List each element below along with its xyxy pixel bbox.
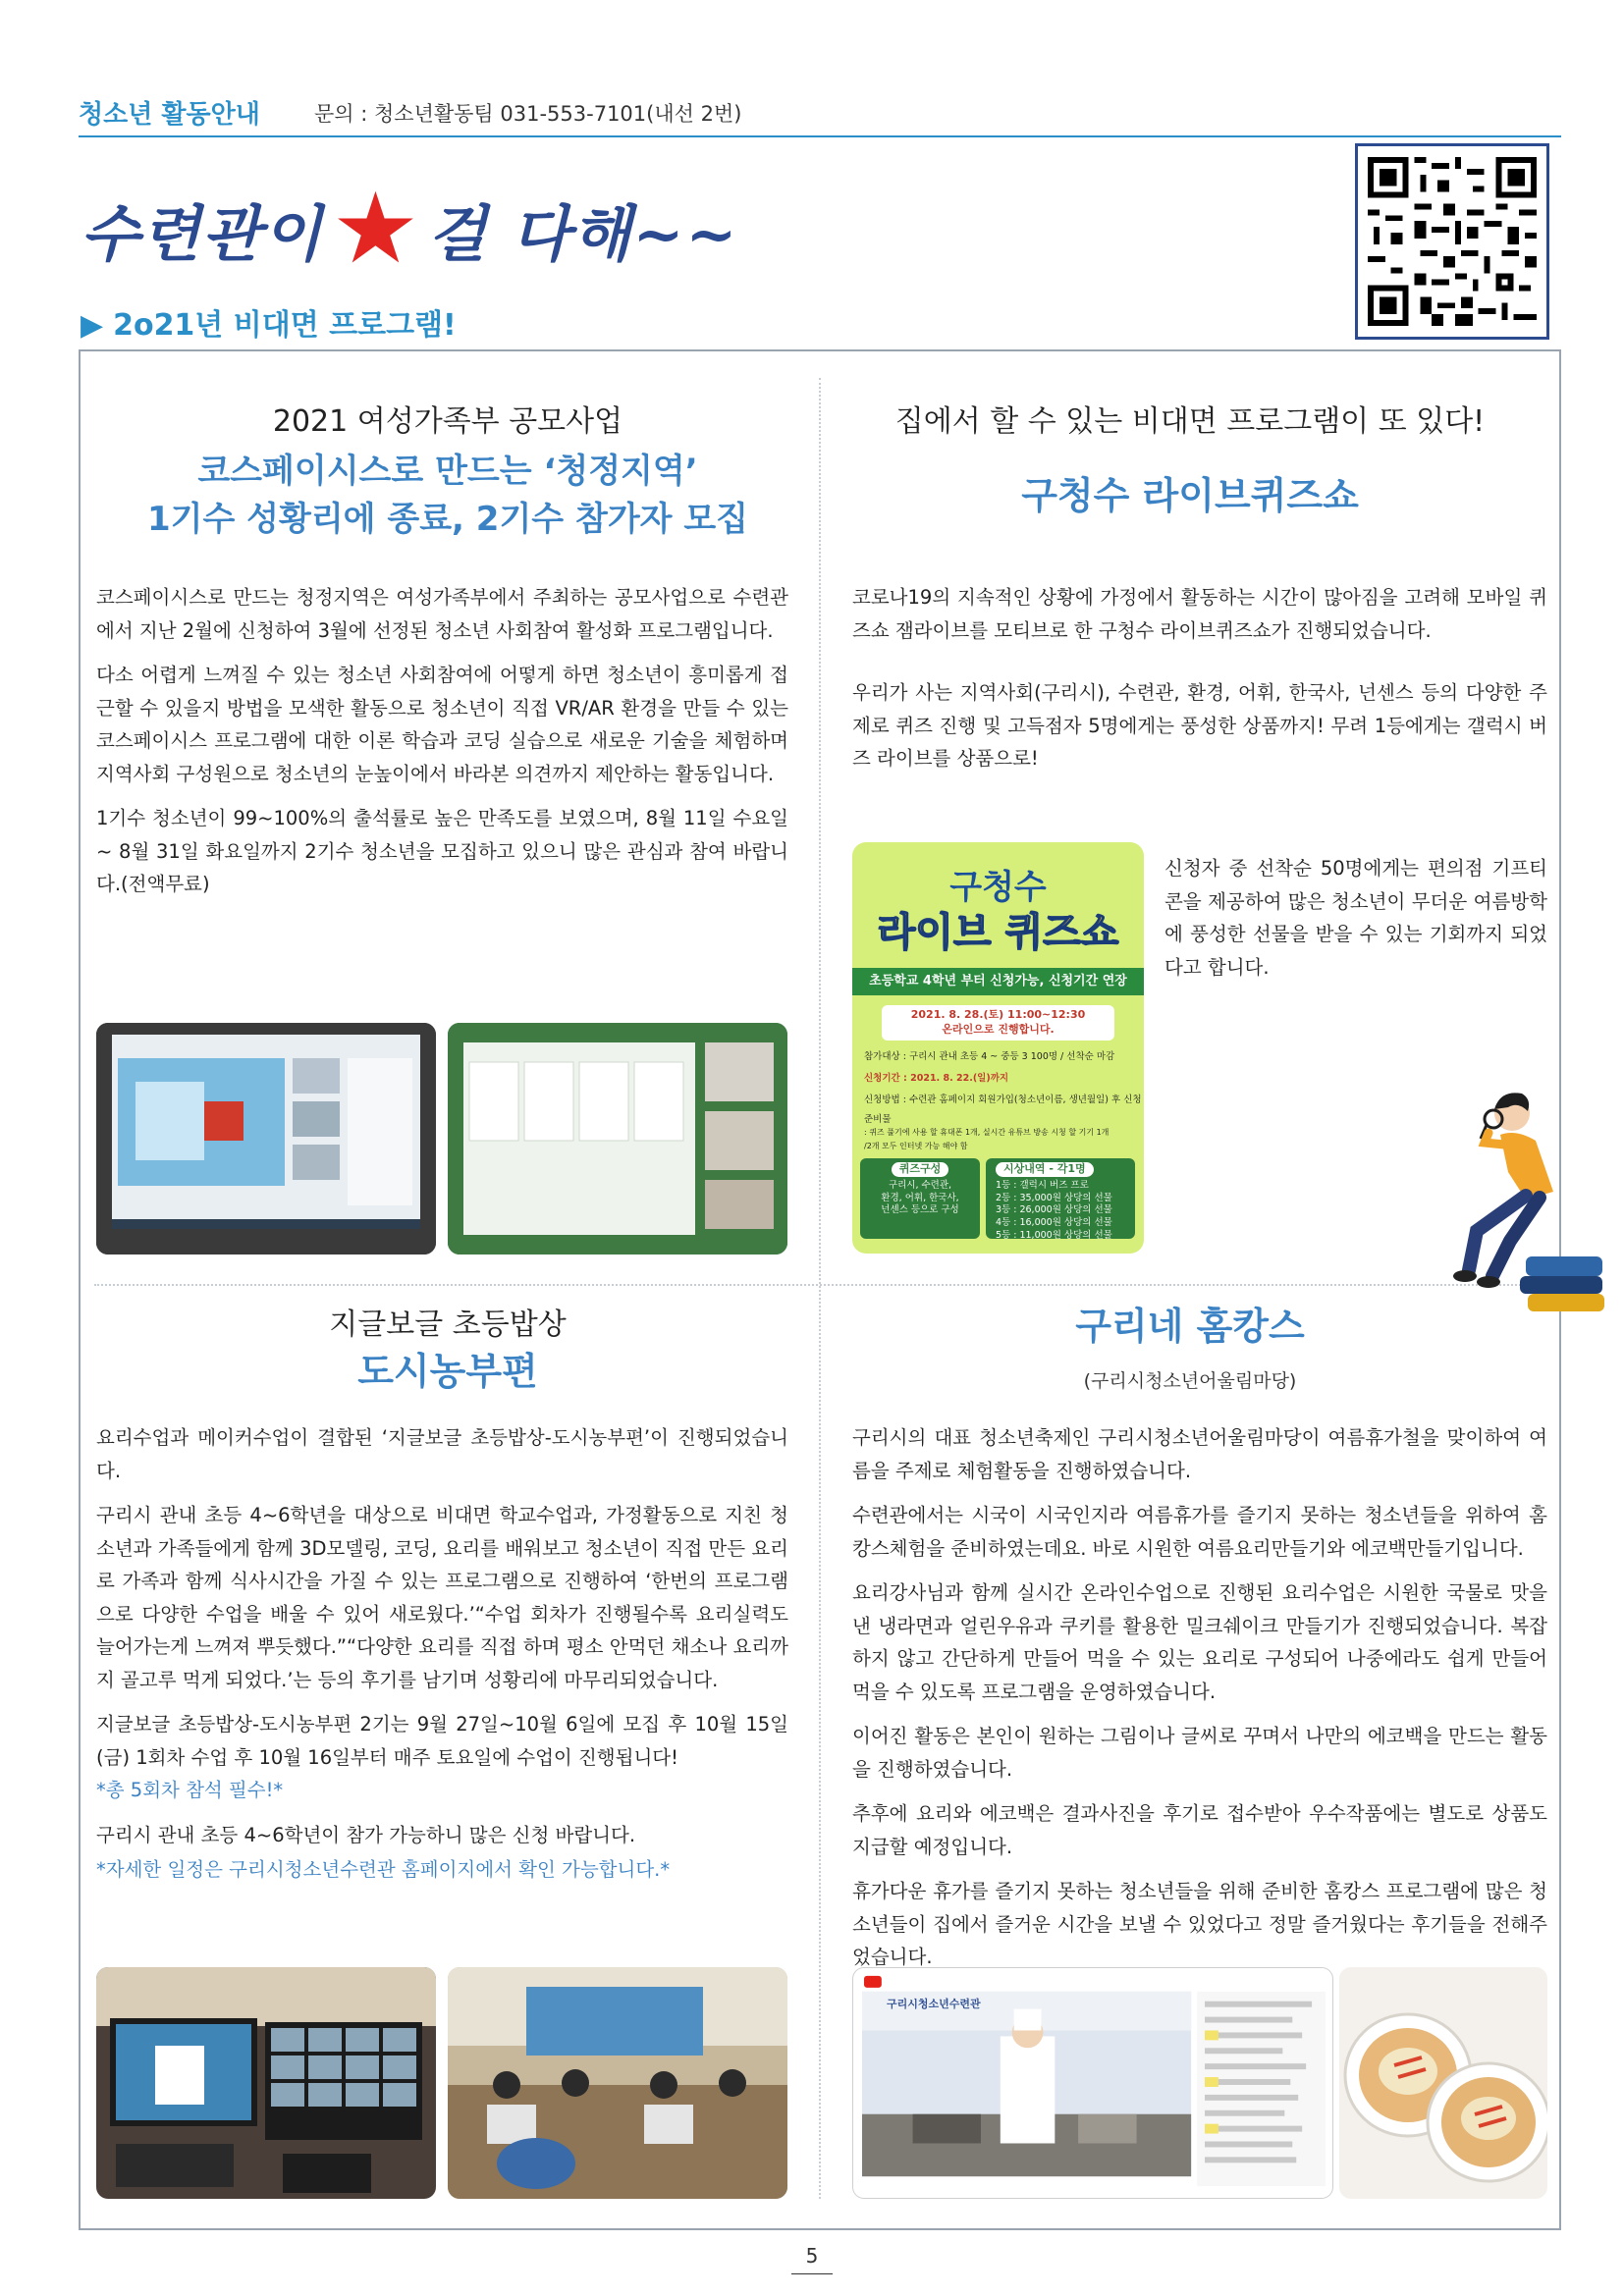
paragraph: [96, 1708, 788, 1807]
section3-body: [96, 1421, 788, 1898]
play-arrow-icon: ▶: [81, 308, 104, 343]
poster-line: 신청방법 : 수련관 홈페이지 회원가입(청소년이름, 생년월일) 후 신청: [864, 1095, 1142, 1105]
zoom-class-photo: [448, 1023, 787, 1255]
poster-box-text: 1등 : 갤럭시 버즈 프로 2등 : 35,000원 상당의 선물 3등 : 26,000원 상당의 선물 4등 : 16,000원 상당의 선물 5등 : 11,000원 상당의 선물: [996, 1179, 1112, 1242]
zoom-class-image: [448, 1023, 787, 1255]
poster-line: 참가대상 : 구리시 관내 초등 4 ~ 중등 3 100명 / 선착순 마감: [864, 1051, 1115, 1062]
section2-body: [852, 581, 1547, 787]
section3-title: 도시농부편: [357, 1350, 538, 1393]
subtitle: [81, 300, 457, 344]
poster-box-label: 시상내역 - 각1명: [996, 1162, 1094, 1177]
main-title: [81, 171, 739, 286]
classroom-photo: [448, 1967, 787, 2199]
poster-date: [882, 1005, 1114, 1041]
poster-line: 준비물: [864, 1114, 892, 1125]
paragraph: 구리시 관내 초등 4~6학년을 대상으로 비대면 학교수업과, 가정활동으로 지친 청소년과 가족들에게 함께 3D모델링, 코딩, 요리를 배워보고 청소년이 직접 만든 요리로 가족과 함께 식사시간을 가질 수 있는 프로그램으로 진행하여 ‘한번의 프로그램으로 다양한 수업을 배울 수 있어 새로웠다.’“수업 회차가 진행될수록 요리실력도 늘어가는게 느껴져 뿌듯했다.”“다양한 요리를 직접 하며 평소 안먹던 채소나 요리까지 골고루 먹게 되었다.’는 등의 후기를 남기며 성황리에 마무리되었습니다.: [96, 1504, 788, 1691]
paragraph: 요리강사님과 함께 실시간 온라인수업으로 진행된 요리수업은 시원한 국물로 맛을 낸 냉라면과 얼린우유과 쿠키를 활용한 밀크쉐이크 만들기가 진행되었습니다. 복잡하지 않고 간단하게 만들어 먹을 수 있는 요리로 구성되어 나중에라도 쉽게 만들어 먹을 수 있도록 프로그램을 운영하였습니다.: [852, 1581, 1547, 1703]
main-title-part1: 수련관이: [81, 197, 324, 270]
paragraph: 코로나19의 지속적인 상황에 가정에서 활동하는 시간이 많아짐을 고려해 모바일 퀴즈쇼 잼라이브를 모티브로 한 구청수 라이브퀴즈쇼가 진행되었습니다.: [852, 586, 1547, 642]
poster-band: 초등학교 4학년 부터 신청가능, 신청기간 연장: [852, 968, 1144, 995]
section1-title: [94, 448, 801, 545]
section1-title-line2: 1기수 성황리에 종료, 2기수 참가자 모집: [146, 500, 749, 540]
poster-line: : 퀴즈 풀기에 사용 할 휴대폰 1개, 실시간 유튜브 방송 시청 할 기기 1개: [864, 1128, 1110, 1137]
poster-box-prize: [986, 1158, 1135, 1242]
paragraph: 코스페이시스로 만드는 청정지역은 여성가족부에서 주최하는 공모사업으로 수련관에서 지난 2월에 신청하여 3월에 선정된 청소년 사회참여 활성화 프로그램입니다.: [96, 586, 788, 642]
section2-body-side: [1164, 852, 1547, 995]
row-divider: [94, 1284, 1547, 1286]
header-divider: [79, 135, 1561, 137]
paragraph: 1기수 청소년이 99~100%의 출석률로 높은 만족도를 보였으며, 8월 11일 수요일 ~ 8월 31일 화요일까지 2기수 청소년을 모집하고 있으니 많은 관심과 참여 바랍니다.(전액무료): [96, 807, 788, 896]
poster-box-quiz: [860, 1158, 980, 1239]
section2-title: 구청수 라이브퀴즈쇼: [1021, 474, 1359, 517]
paragraph: 추후에 요리와 에코백은 결과사진을 후기로 접수받아 우수작품에는 별도로 상품도 지급할 예정입니다.: [852, 1802, 1547, 1858]
section3-heading: 지글보글 초등밥상: [329, 1308, 567, 1342]
paragraph: 구리시의 대표 청소년축제인 구리시청소년어울림마당이 여름휴가철을 맞이하여 여름을 주제로 체험활동을 진행하였습니다.: [852, 1426, 1547, 1482]
paragraph: 신청자 중 선착순 50명에게는 편의점 기프티콘을 제공하여 많은 청소년이 무더운 여름방학에 풍성한 선물을 받을 수 있는 기회까지 되었다고 합니다.: [1164, 857, 1547, 979]
quiz-show-poster: [852, 842, 1144, 1254]
schedule-note: *자세한 일정은 구리시청소년수련관 홈페이지에서 확인 가능합니다.*: [96, 1858, 671, 1882]
column-divider: [819, 378, 821, 2199]
contact-info: 문의 : 청소년활동팀 031-553-7101(내선 2번): [314, 102, 742, 126]
section1-heading: 2021 여성가족부 공모사업: [272, 404, 623, 439]
paragraph: 구리시 관내 초등 4~6학년이 참가 가능하니 많은 신청 바랍니다.: [96, 1823, 636, 1846]
paragraph: 휴가다운 휴가를 즐기지 못하는 청소년들을 위해 준비한 홈캉스 프로그램에 많은 청소년들이 집에서 즐거운 시간을 보낼 수 있었다고 정말 즐거웠다는 후기들을 전해주었습니다.: [852, 1880, 1547, 1969]
paragraph: 우리가 사는 지역사회(구리시), 수련관, 환경, 어휘, 한국사, 넌센스 등의 다양한 주제로 퀴즈 진행 및 고득점자 5명에게는 풍성한 상품까지! 무려 1등에게는 갤럭시 버즈 라이브를 상품으로!: [852, 681, 1547, 771]
poster-title2: 라이브 퀴즈쇼: [877, 910, 1119, 955]
star-icon: ★: [331, 171, 420, 286]
laptop-photo: [96, 1023, 436, 1255]
section-label: 청소년 활동안내: [79, 100, 260, 130]
cold-noodle-photo: [1339, 1967, 1547, 2199]
youtube-live-screenshot: [852, 1967, 1333, 2199]
laptop-screen-image: [96, 1023, 436, 1255]
qr-code-graphic: [1368, 156, 1537, 327]
cooking-studio-image: [96, 1967, 436, 2199]
page-header: [79, 94, 1561, 133]
section1-body: [96, 581, 788, 913]
subtitle-text: 2o21년 비대면 프로그램!: [113, 308, 457, 343]
section4-title: 구리네 홈캉스: [1075, 1305, 1305, 1348]
poster-title1: 구청수: [949, 868, 1047, 907]
poster-date-line1: 2021. 8. 28.(토) 11:00~12:30: [910, 1008, 1086, 1021]
classroom-image: [448, 1967, 787, 2199]
page-number: 5: [805, 2244, 819, 2268]
paragraph: 다소 어렵게 느껴질 수 있는 청소년 사회참여에 어떻게 하면 청소년이 흥미롭게 접근할 수 있을지 방법을 모색한 활동으로 청소년이 직접 VR/AR 환경을 만들 수 있는 코스페이시스 프로그램에 대한 이론 학습과 코딩 실습으로 새로운 기술을 체험하며 지역사회 구성원으로 청소년의 눈높이에서 바라본 의견까지 제안하는 활동입니다.: [96, 664, 788, 785]
poster-box-text: 구리시, 수련관, 환경, 어휘, 한국사, 넌센스 등으로 구성: [881, 1179, 959, 1216]
poster-date-line2: 온라인으로 진행합니다.: [942, 1022, 1055, 1036]
cold-noodle-image: [1339, 1967, 1547, 2199]
reading-character-illustration: [1449, 1084, 1606, 1315]
paragraph: 수련관에서는 시국이 시국인지라 여름휴가를 즐기지 못하는 청소년들을 위하여 홈캉스체험을 준비하였는데요. 바로 시원한 여름요리만들기와 에코백만들기입니다.: [852, 1504, 1547, 1560]
poster-line: 신청기간 : 2021. 8. 22.(일)까지: [864, 1073, 1009, 1084]
section4-subtitle: (구리시청소년어울림마당): [1083, 1370, 1297, 1392]
poster-box-label: 퀴즈구성: [892, 1162, 949, 1177]
character-image: [1449, 1084, 1606, 1315]
section2-heading: 집에서 할 수 있는 비대면 프로그램이 또 있다!: [894, 404, 1486, 439]
paragraph: 이어진 활동은 본인이 원하는 그림이나 글씨로 꾸며서 나만의 에코백을 만드는 활동을 진행하였습니다.: [852, 1725, 1547, 1781]
qr-code[interactable]: [1355, 143, 1549, 340]
cooking-studio-photo: [96, 1967, 436, 2199]
page-number-underline: [791, 2273, 833, 2274]
paragraph-text: 지글보글 초등밥상-도시농부편 2기는 9월 27일~10월 6일에 모집 후 10월 15일(금) 1회차 수업 후 10월 16일부터 매주 토요일에 수업이 진행됩니다!: [96, 1713, 788, 1769]
section1-title-line1: 코스페이시스로 만드는 ‘청정지역’: [197, 452, 698, 491]
paragraph: 요리수업과 메이커수업이 결합된 ‘지글보글 초등밥상-도시농부편’이 진행되었습니다.: [96, 1426, 788, 1482]
section4-body: [852, 1421, 1547, 1986]
poster-line: /2개 모두 인터넷 가능 해야 함: [864, 1142, 968, 1150]
attendance-note: *총 5회차 참석 필수!*: [96, 1779, 284, 1802]
main-title-part2: 걸 다해~~: [427, 197, 739, 270]
video-channel-label: 구리시청소년수련관: [887, 1998, 981, 2010]
